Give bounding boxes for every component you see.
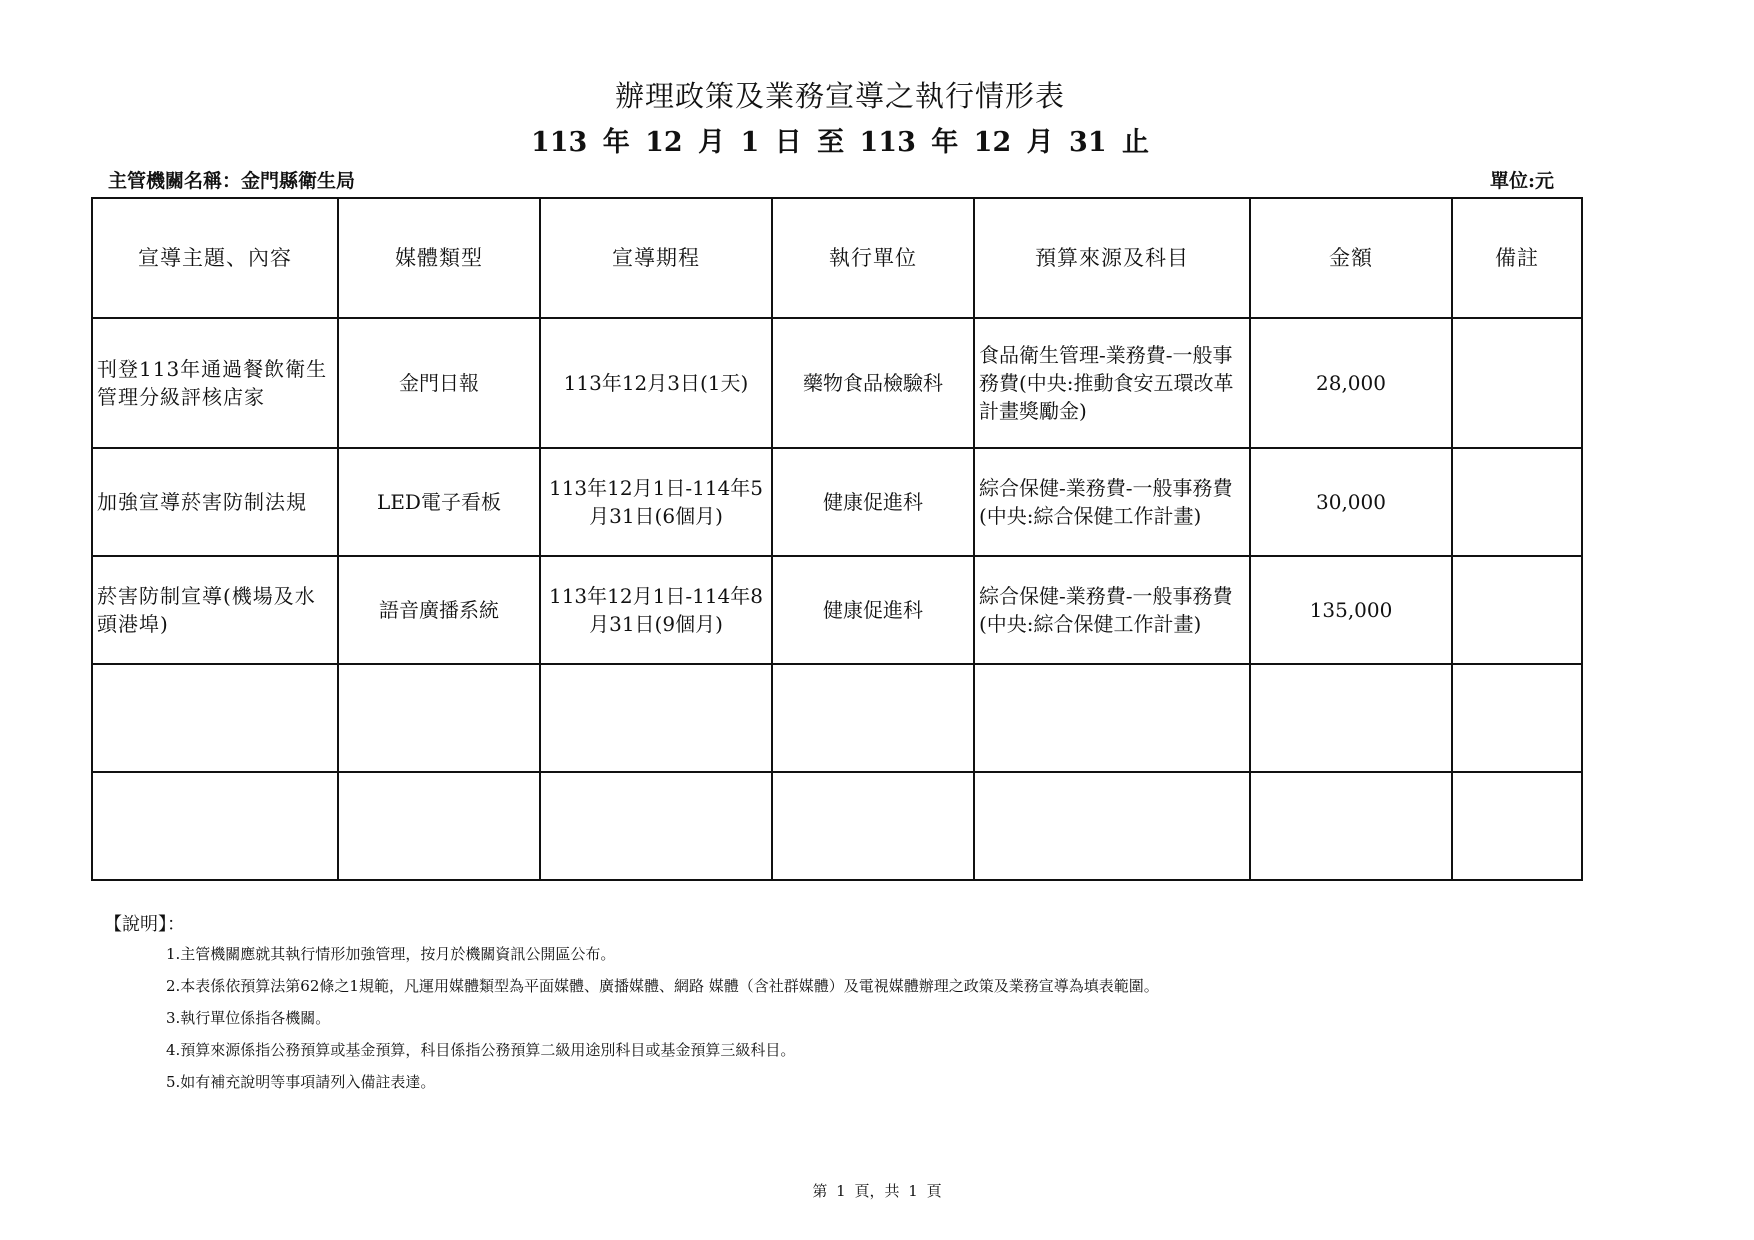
- empty-cell: [772, 664, 974, 772]
- header-topic: 宣導主題、內容: [92, 198, 338, 318]
- notes-heading: 【說明】：: [104, 914, 185, 935]
- cell-budget: 綜合保健-業務費-一般事務費(中央:綜合保健工作計畫): [974, 556, 1250, 664]
- header-media: 媒體類型: [338, 198, 540, 318]
- cell-period: 113年12月1日-114年5月31日(6個月): [540, 448, 772, 556]
- note-item: 5.如有補充說明等事項請列入備註表達。: [166, 1073, 436, 1091]
- table-row: [92, 318, 1582, 448]
- cell-remark: [1452, 448, 1582, 556]
- cell-topic: 菸害防制宣導(機場及水頭港埠): [92, 556, 338, 664]
- table-row-empty: [92, 772, 1582, 880]
- cell-remark: [1452, 318, 1582, 448]
- header-budget: 預算來源及科目: [974, 198, 1250, 318]
- empty-cell: [540, 664, 772, 772]
- empty-cell: [1452, 772, 1582, 880]
- page-footer: 第 1 頁，共 1 頁: [812, 1182, 942, 1200]
- cell-executor: 藥物食品檢驗科: [772, 318, 974, 448]
- table-row-empty: [92, 664, 1582, 772]
- empty-cell: [1452, 664, 1582, 772]
- document-period: 113 年 12 月 1 日 至 113 年 12 月 31 止: [530, 127, 1150, 158]
- cell-period: 113年12月1日-114年8月31日(9個月): [540, 556, 772, 664]
- header-period: 宣導期程: [540, 198, 772, 318]
- empty-cell: [1250, 772, 1452, 880]
- cell-executor: 健康促進科: [772, 448, 974, 556]
- cell-amount: 30,000: [1250, 448, 1452, 556]
- header-remark: 備註: [1452, 198, 1582, 318]
- header-amount: 金額: [1250, 198, 1452, 318]
- cell-topic: 刊登113年通過餐飲衛生管理分級評核店家: [92, 318, 338, 448]
- header-executor: 執行單位: [772, 198, 974, 318]
- table-header-row: [92, 198, 1582, 318]
- empty-cell: [338, 664, 540, 772]
- note-item: 4.預算來源係指公務預算或基金預算，科目係指公務預算二級用途別科目或基金預算三級科目。: [166, 1041, 796, 1059]
- empty-cell: [540, 772, 772, 880]
- cell-media: LED電子看板: [338, 448, 540, 556]
- note-item: 2.本表係依預算法第62條之1規範，凡運用媒體類型為平面媒體、廣播媒體、網路 媒體（含社群媒體）及電視媒體辦理之政策及業務宣導為填表範圍。: [166, 977, 1159, 995]
- cell-topic: 加強宣導菸害防制法規: [92, 448, 338, 556]
- cell-media: 語音廣播系統: [338, 556, 540, 664]
- table-row: [92, 448, 1582, 556]
- agency-name: 主管機關名稱：金門縣衛生局: [108, 170, 356, 192]
- empty-cell: [338, 772, 540, 880]
- empty-cell: [92, 664, 338, 772]
- table-row: [92, 556, 1582, 664]
- empty-cell: [974, 772, 1250, 880]
- currency-unit: 單位:元: [1490, 170, 1555, 192]
- note-item: 3.執行單位係指各機關。: [166, 1009, 331, 1027]
- cell-executor: 健康促進科: [772, 556, 974, 664]
- empty-cell: [974, 664, 1250, 772]
- empty-cell: [1250, 664, 1452, 772]
- cell-remark: [1452, 556, 1582, 664]
- execution-table: [91, 197, 1583, 881]
- empty-cell: [92, 772, 338, 880]
- cell-budget: 綜合保健-業務費-一般事務費(中央:綜合保健工作計畫): [974, 448, 1250, 556]
- cell-amount: 28,000: [1250, 318, 1452, 448]
- cell-budget: 食品衛生管理-業務費-一般事務費(中央:推動食安五環改革計畫獎勵金): [974, 318, 1250, 448]
- cell-amount: 135,000: [1250, 556, 1452, 664]
- empty-cell: [772, 772, 974, 880]
- note-item: 1.主管機關應就其執行情形加強管理，按月於機關資訊公開區公布。: [166, 945, 616, 963]
- cell-media: 金門日報: [338, 318, 540, 448]
- notes-list: [166, 944, 1159, 1104]
- document-title: 辦理政策及業務宣導之執行情形表: [614, 79, 1065, 113]
- cell-period: 113年12月3日(1天): [540, 318, 772, 448]
